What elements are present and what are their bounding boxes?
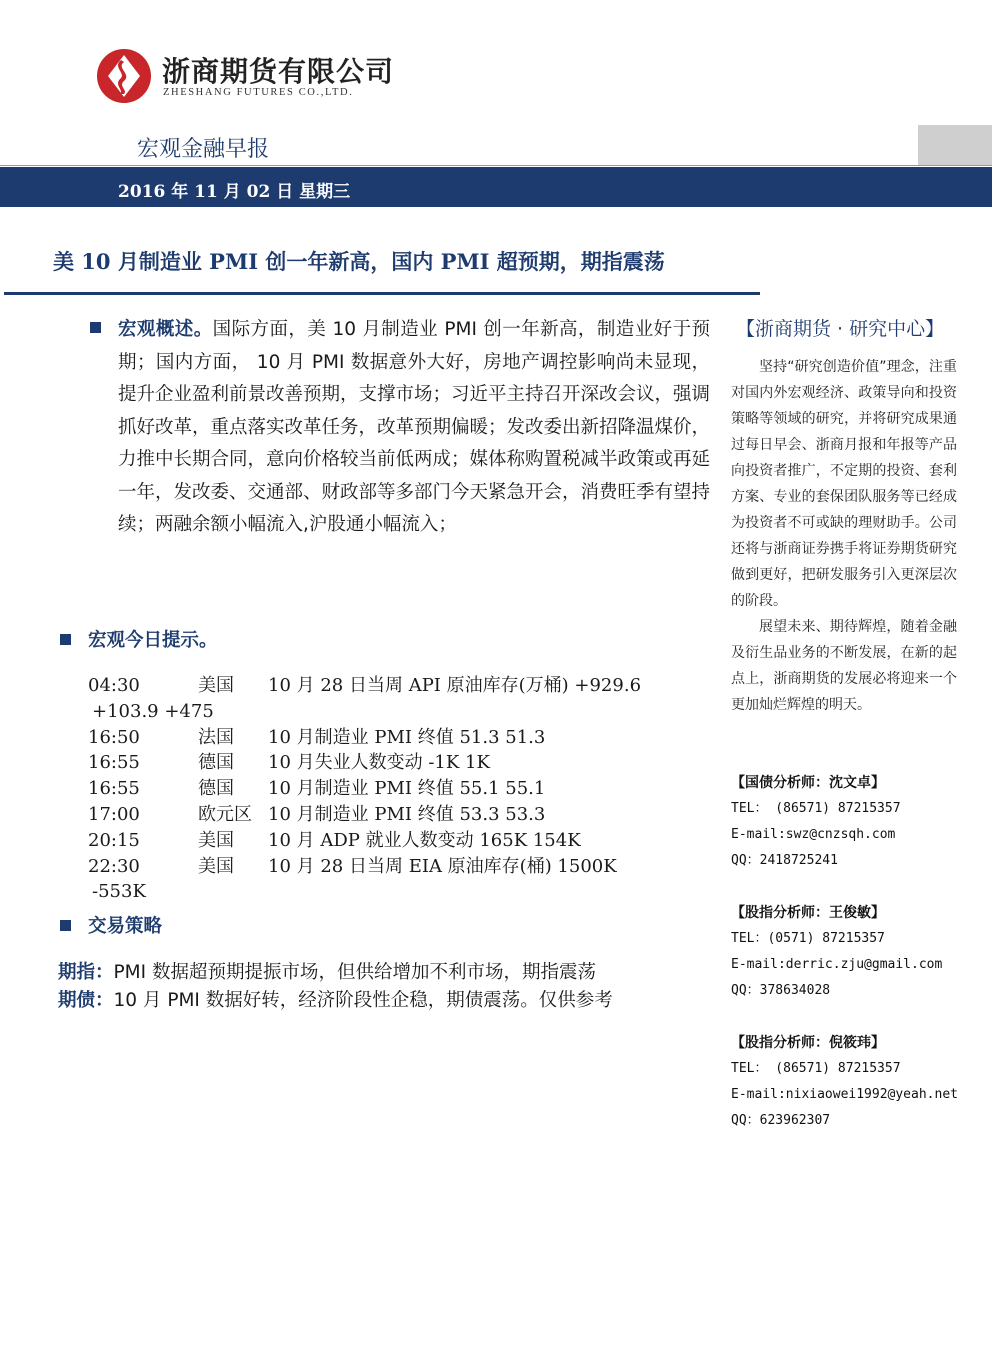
overview-paragraph <box>118 314 710 542</box>
calendar-event: 10 月制造业 PMI 终值 51.3 51.3 <box>268 726 546 748</box>
headline: 美 10 月制造业 PMI 创一年新高，国内 PMI 超预期，期指震荡 <box>53 249 665 274</box>
company-logo-icon <box>96 48 152 104</box>
calendar-row <box>88 776 708 802</box>
analyst-qq: QQ：2418725241 <box>731 853 838 868</box>
analyst-email: E-mail:nixiaowei1992@yeah.net <box>731 1087 958 1102</box>
sidebar-paragraph: 展望未来、期待辉煌，随着金融及衍生品业务的不断发展，在新的起点上，浙商期货的发展必将迎来一个更加灿烂辉煌的明天。 <box>731 619 957 713</box>
calendar-row <box>88 854 708 880</box>
sidebar-title: 【浙商期货 · 研究中心】 <box>736 318 945 340</box>
overview-bullet-icon <box>90 322 101 333</box>
report-type-title: 宏观金融早报 <box>137 137 270 162</box>
tips-section-title: 宏观今日提示。 <box>88 630 218 651</box>
strategy-label: 期债： <box>58 990 114 1011</box>
economic-calendar <box>88 673 708 905</box>
analyst-email: E-mail:swz@cnzsqh.com <box>731 827 896 842</box>
strategy-item <box>58 959 613 987</box>
analyst-tel: TEL： (86571) 87215357 <box>731 801 901 816</box>
calendar-country: 美国 <box>198 855 234 877</box>
calendar-event: 10 月制造业 PMI 终值 53.3 53.3 <box>268 803 546 825</box>
analyst-title: 【股指分析师：倪筱玮】 <box>731 1035 885 1051</box>
calendar-country: 欧元区 <box>198 803 252 825</box>
calendar-row-continuation: -553K <box>92 881 146 903</box>
analyst-title: 【股指分析师：王俊敏】 <box>731 905 885 921</box>
analyst-qq: QQ：378634028 <box>731 983 831 998</box>
tips-bullet-icon <box>60 634 71 645</box>
calendar-event: 10 月 28 日当周 API 原油库存(万桶) +929.6 <box>268 675 642 696</box>
overview-text: 国际方面，美 10 月制造业 PMI 创一年新高，制造业好于预期；国内方面， 10 月 PMI 数据意外大好，房地产调控影响尚未显现，提升企业盈利前景改善预期，支撑市场；习近平主持召开深改会议，强调抓好改革，重点落实改革任务，改革预期偏暖；发改委出新招降温煤价，力推中长期合同，意向价格较当前低两成；媒体称购置税减半政策或再延一年，发改委、交通部、财政部等多部门今天紧急开会，消费旺季有望持续；两融余额小幅流入,沪股通小幅流入； <box>118 319 711 535</box>
analyst-email: E-mail:derric.zju@gmail.com <box>731 957 943 972</box>
analyst-card <box>731 770 971 874</box>
strategy-item <box>58 987 613 1015</box>
calendar-country: 法国 <box>198 726 234 748</box>
calendar-event: 10 月制造业 PMI 终值 55.1 55.1 <box>268 778 546 800</box>
calendar-event: 10 月失业人数变动 -1K 1K <box>268 752 490 774</box>
calendar-country: 美国 <box>198 675 234 696</box>
calendar-time: 16:50 <box>88 726 140 748</box>
company-name-en: ZHESHANG FUTURES CO.,LTD. <box>163 87 354 98</box>
report-date: 2016 年 11 月 02 日 星期三 <box>118 182 351 202</box>
sidebar-paragraph: 坚持“研究创造价值”理念，注重对国内外宏观经济、政策导向和投资策略等领域的研究，并将研究成果通过每日早会、浙商月报和年报等产品向投资者推广，不定期的投资、套利方案、专业的套保团队服务等已经成为投资者不可或缺的理财助手。公司还将与浙商证券携手将证券期货研究做到更好，把研发服务引入更深层次的阶段。 <box>731 359 957 609</box>
calendar-country: 德国 <box>198 752 234 774</box>
calendar-time: 16:55 <box>88 778 140 800</box>
calendar-row-continuation: +103.9 +475 <box>92 700 214 722</box>
analyst-tel: TEL： (86571) 87215357 <box>731 1061 901 1076</box>
calendar-time: 17:00 <box>88 803 140 825</box>
analyst-title: 【国债分析师：沈文卓】 <box>731 775 885 791</box>
header-divider <box>0 165 992 166</box>
strategy-text: 10 月 PMI 数据好转，经济阶段性企稳，期债震荡。仅供参考 <box>113 990 613 1011</box>
calendar-time: 04:30 <box>88 675 140 696</box>
strategy-text: PMI 数据超预期提振市场，但供给增加不利市场，期指震荡 <box>113 962 596 983</box>
calendar-row <box>88 828 708 854</box>
strategy-label: 期指： <box>58 962 114 983</box>
header-grey-tab <box>918 125 992 165</box>
calendar-row <box>88 673 708 699</box>
analyst-tel: TEL：(0571) 87215357 <box>731 931 885 946</box>
analyst-qq: QQ：623962307 <box>731 1113 831 1128</box>
calendar-row <box>88 802 708 828</box>
analyst-card <box>731 1030 971 1134</box>
calendar-time: 16:55 <box>88 752 140 774</box>
trade-section-title: 交易策略 <box>88 916 163 937</box>
calendar-time: 22:30 <box>88 855 140 877</box>
calendar-row <box>88 750 708 776</box>
calendar-event: 10 月 ADP 就业人数变动 165K 154K <box>268 829 581 851</box>
company-name-cn: 浙商期货有限公司 <box>162 55 395 88</box>
calendar-event: 10 月 28 日当周 EIA 原油库存(桶) 1500K <box>268 855 617 877</box>
headline-divider <box>4 292 760 295</box>
sidebar-intro <box>731 354 957 718</box>
trade-strategy <box>58 959 613 1015</box>
calendar-time: 20:15 <box>88 829 140 851</box>
overview-lead: 宏观概述。 <box>118 319 213 340</box>
analyst-card <box>731 900 971 1004</box>
calendar-country: 美国 <box>198 829 234 851</box>
trade-bullet-icon <box>60 920 71 931</box>
calendar-row <box>88 725 708 751</box>
calendar-country: 德国 <box>198 778 234 800</box>
